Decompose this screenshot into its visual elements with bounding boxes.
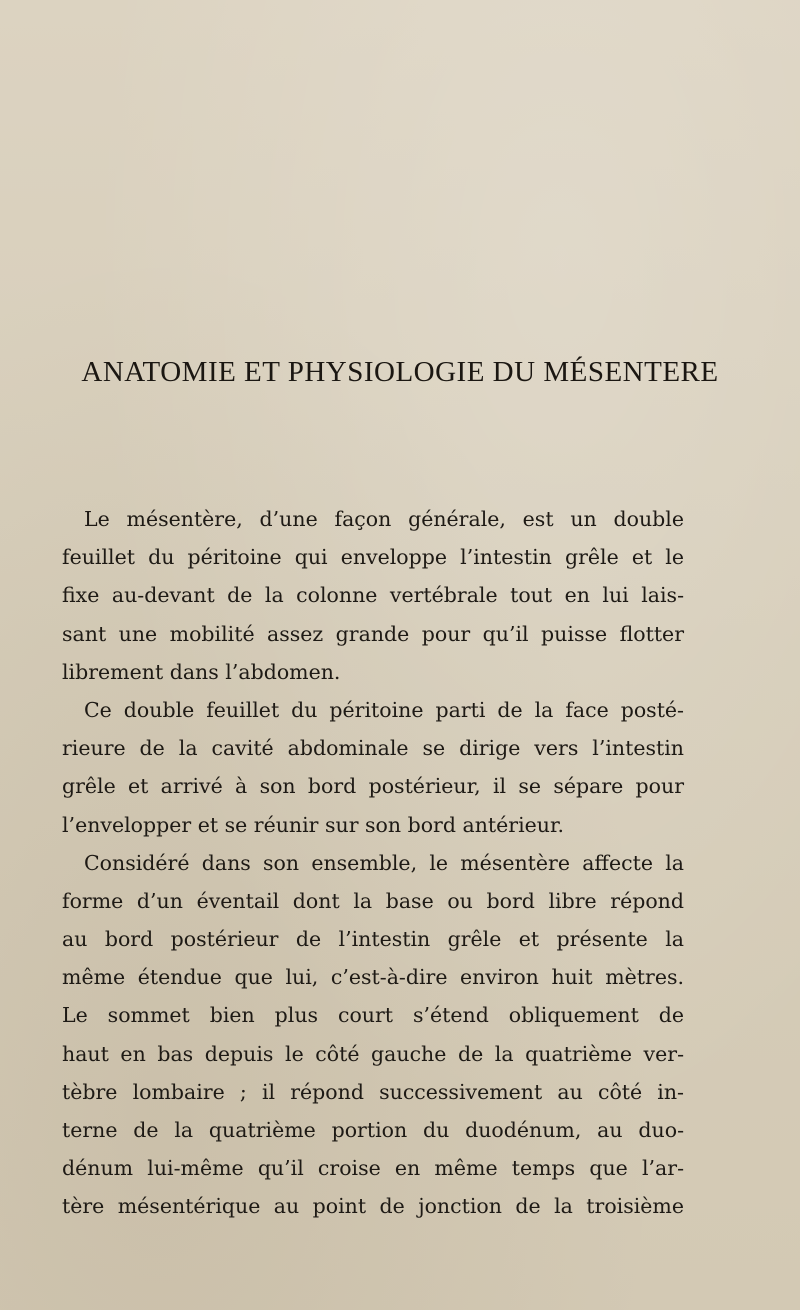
text-line: l’envelopper et se réunir sur son bord antérieur. [62, 812, 565, 837]
text-line: forme d’un éventail dont la base ou bord libre répond [62, 888, 684, 913]
text-line: Ce double feuillet du péritoine parti de la face posté- [84, 697, 684, 722]
text-line: terne de la quatrième portion du duodénum, au duo- [62, 1118, 684, 1142]
text-line: dénum lui-même qu’il croise en même temps que l’ar- [62, 1156, 684, 1181]
text-line: sant une mobilité assez grande pour qu’il puisse flotter [62, 621, 684, 646]
text-line: feuillet du péritoine qui enveloppe l’intestin grêle et le [62, 545, 684, 570]
text-line: Considéré dans son ensemble, le mésentère affecte la [84, 850, 684, 875]
text-line: tèbre lombaire ; il répond successivement au côté in- [62, 1079, 684, 1104]
body-text [62, 500, 684, 1226]
text-line: Le mésentère, d’une façon générale, est un double [84, 507, 684, 531]
text-line: fixe au-devant de la colonne vertébrale tout en lui lais- [62, 583, 684, 608]
text-line: même étendue que lui, c’est-à-dire environ huit mètres. [62, 965, 684, 990]
text-line: au bord postérieur de l’intestin grêle et présente la [62, 927, 684, 952]
text-line: tère mésentérique au point de jonction de la troisième [62, 1194, 684, 1219]
text-line: rieure de la cavité abdominale se dirige vers l’intestin [62, 736, 684, 761]
chapter-heading: ANATOMIE ET PHYSIOLOGIE DU MÉSENTERE [81, 356, 719, 388]
text-line: haut en bas depuis le côté gauche de la quatrième ver- [62, 1041, 684, 1066]
text-line: Le sommet bien plus court s’étend obliquement de [62, 1003, 684, 1028]
text-line: grêle et arrivé à son bord postérieur, il se sépare pour [62, 774, 684, 799]
text-line: librement dans l’abdomen. [62, 659, 341, 684]
